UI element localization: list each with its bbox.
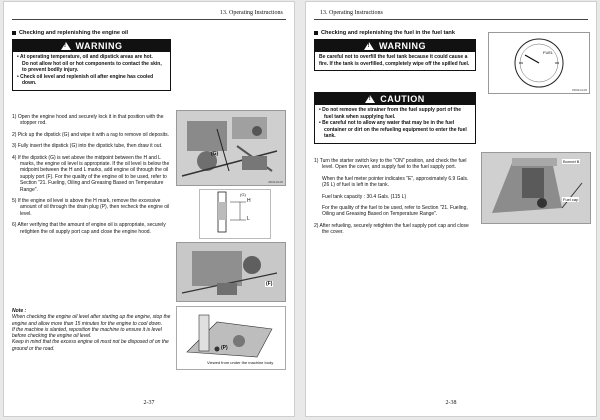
fig-caption: Viewed from under the machine body <box>207 360 274 365</box>
section-heading <box>314 30 455 36</box>
steps-list <box>12 114 170 235</box>
fuel-label: FUEL <box>543 50 554 55</box>
warning-item: Do not allow hot oil or hot components to contact the skin, to prevent bodily injury. <box>22 60 162 74</box>
dipstick-figure <box>199 189 271 239</box>
warning-text: Be careful not to overfill the fuel tank because it could cause a fire. If the tank is overfilled, completely wipe off the spilled fuel. <box>319 54 470 67</box>
step-1: 1) Turn the starter switch key to the "ON" position, and check the fuel level. Open the cover, and supply fuel to the fuel supply port. <box>314 158 467 171</box>
tank-capacity: Fuel tank capacity : 30.4 Gals. (115 L) <box>322 193 407 200</box>
steps-list <box>314 158 474 236</box>
step-2: 2) After refueling, securely retighten the fuel supply port cap and close the cover. <box>314 222 469 236</box>
oil-port-illustration <box>177 243 285 301</box>
fuel-cap-figure <box>481 152 591 224</box>
caution-label: CAUTION <box>380 94 425 104</box>
step-3: 3) Fully insert the dipstick (G) into the dipstick tube, then draw it out. <box>12 143 163 150</box>
warning-item: • At operating temperature, oil and dipstick areas are hot. <box>17 54 153 60</box>
warning-header <box>13 40 170 52</box>
fig-label-g2: (G) <box>240 192 246 197</box>
note-line: If the machine is slanted, reposition the machine to ensure it is level before checking the engine oil level. <box>12 326 162 340</box>
note-title: Note : <box>12 308 27 314</box>
note-block <box>12 308 174 352</box>
warning-label: WARNING <box>379 41 426 51</box>
warning-item: • Check oil level and replenish oil after engine has cooled down. <box>17 73 154 87</box>
bonnet-label: Bonnet B <box>563 159 580 164</box>
warning-triangle-icon: ! <box>61 42 71 50</box>
caution-box <box>314 92 476 144</box>
fig-label-f: (F) <box>266 281 273 287</box>
note-line: Keep in mind that the excess engine oil must not be disposed of on the ground or the road. <box>12 339 169 352</box>
fuel-cap-label: Fuel cap <box>563 197 579 202</box>
figure-code: ZD0119-06 <box>268 180 283 184</box>
warning-body <box>13 52 170 90</box>
oil-supply-figure <box>176 242 286 302</box>
step-1: 1) Open the engine hood and securely lock it in that position with the stopper rod. <box>12 114 164 127</box>
warning-header <box>315 40 475 52</box>
engine-compartment-figure <box>176 110 286 186</box>
engine-illustration <box>177 111 285 185</box>
step-6: 6) After verifying that the amount of engine oil is appropriate, securely retighten the oil supply port cap and close the engine hood. <box>12 222 166 235</box>
fig-label-g: (G) <box>211 151 219 157</box>
warning-box <box>314 39 476 71</box>
page-number: 2-38 <box>445 400 457 406</box>
fuel-gauge-figure <box>488 32 590 94</box>
step-2: 2) Pick up the dipstick (G) and wipe it with a rag to remove oil deposits. <box>12 131 170 138</box>
section-title: Checking and replenishing the engine oil <box>19 30 129 36</box>
header-rule <box>12 19 286 20</box>
dipstick-illustration <box>200 190 270 238</box>
warning-body <box>315 52 475 70</box>
section-heading <box>12 30 128 36</box>
fuel-quality-note: For the quality of the fuel to be used, refer to Section "21. Fueling, Oiling and Greasing Based on Temperature Range". <box>322 205 468 218</box>
fig-label-h: H <box>247 198 251 204</box>
warning-label: WARNING <box>75 41 123 51</box>
fuel-meter-note: When the fuel meter pointer indicates "E", approximately 6.9 Gals. (26 L) of fuel is left in the tank. <box>322 175 469 189</box>
fig-label-p: (P) <box>221 345 228 351</box>
page-number: 2-37 <box>143 400 155 406</box>
caution-item: • Be careful not to allow any water that may be in the fuel container or dirt on the refueling equipment to enter the fuel tank. <box>319 120 467 140</box>
drain-plug-figure <box>176 306 286 370</box>
caution-body <box>315 105 475 143</box>
bullet-square-icon <box>12 31 16 35</box>
note-line: When checking the engine oil level after starting up the engine, stop the engine and allow more than 15 minutes for the engine to cool down. <box>12 314 171 327</box>
running-head-text: 13. Operating Instructions <box>220 10 283 16</box>
warning-triangle-icon: ! <box>364 42 374 50</box>
fig-label-l: L <box>247 216 250 222</box>
left-page <box>3 1 295 417</box>
section-title: Checking and replenishing the fuel in the fuel tank <box>321 30 455 36</box>
caution-item: • Do not remove the strainer from the fuel supply port of the fuel tank when supplying fuel. <box>319 107 462 120</box>
warning-box <box>12 39 171 91</box>
running-head-text: 13. Operating Instructions <box>320 10 383 16</box>
fuel-gauge-illustration <box>489 33 589 93</box>
header-rule <box>314 19 588 20</box>
caution-header <box>315 93 475 105</box>
step-4: 4) If the dipstick (G) is wet above the midpoint between the H and L marks, the engine oil level is appropriate. If the oil level is below the midpoint between the H and L marks, add engine oil through the oil supply port (F). For the quality of the engine oil to be used, refer to Section "21. Fueling, Oiling and Greasing Based on Temperature Range". <box>12 154 170 193</box>
bullet-square-icon <box>314 31 318 35</box>
figure-code: ZD0214-06 <box>571 88 587 92</box>
right-page <box>305 1 597 417</box>
step-5: 5) If the engine oil level is above the H mark, remove the excessive amount of oil through the drain plug (P), then recheck the engine oil level. <box>12 198 170 217</box>
caution-triangle-icon: ! <box>365 95 375 103</box>
